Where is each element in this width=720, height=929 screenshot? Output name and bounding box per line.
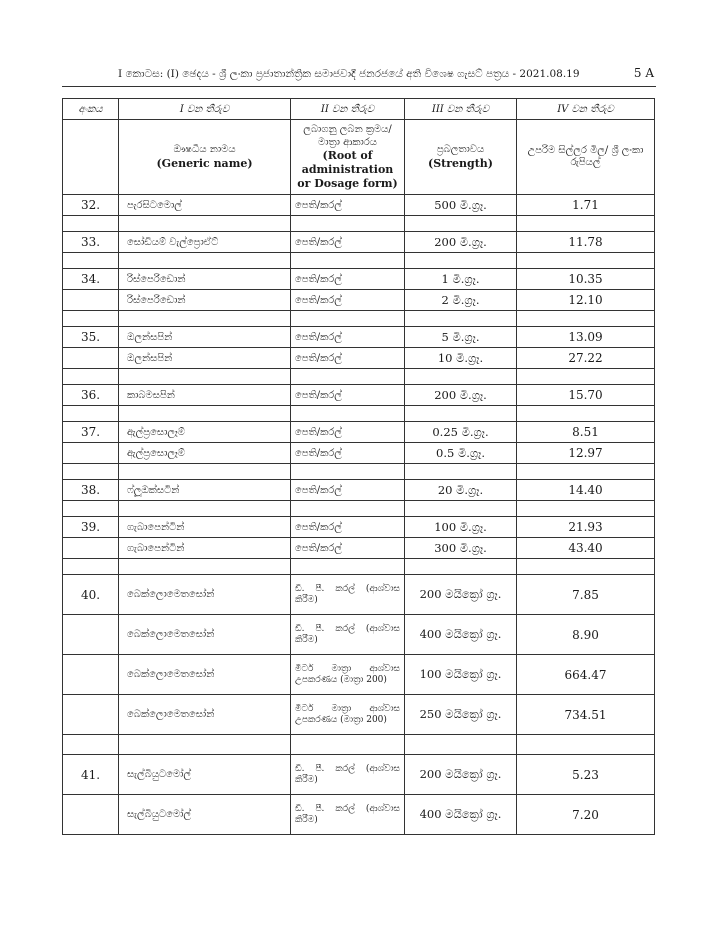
item-number: 34. bbox=[63, 269, 119, 290]
strength: 1 මි.ග්‍රෑ. bbox=[405, 269, 517, 290]
item-number: 33. bbox=[63, 232, 119, 253]
strength: 0.5 මි.ග්‍රෑ. bbox=[405, 443, 517, 464]
item-number bbox=[63, 615, 119, 655]
spacer-cell bbox=[405, 311, 517, 327]
spacer-cell bbox=[405, 216, 517, 232]
spacer-row bbox=[63, 559, 655, 575]
table-row bbox=[63, 348, 655, 369]
generic-name: ගැබාපෙන්ටින් bbox=[119, 538, 291, 559]
table-row bbox=[63, 575, 655, 615]
max-retail-price: 8.51 bbox=[517, 422, 655, 443]
col-4-header: IV වන තීරුව bbox=[517, 99, 655, 120]
strength: 200 මි.ග්‍රෑ. bbox=[405, 232, 517, 253]
spacer-row bbox=[63, 369, 655, 385]
strength-si: ප්‍රබලතාවය bbox=[436, 144, 485, 155]
table-row bbox=[63, 695, 655, 735]
table-row bbox=[63, 480, 655, 501]
spacer-cell bbox=[63, 369, 119, 385]
spacer-cell bbox=[405, 369, 517, 385]
strength: 200 මයික්‍රෝ ග්‍රෑ. bbox=[405, 575, 517, 615]
spacer-cell bbox=[63, 406, 119, 422]
spacer-cell bbox=[291, 406, 405, 422]
table-row bbox=[63, 290, 655, 311]
spacer-cell bbox=[63, 559, 119, 575]
dosage-form: පෙති/කරල් bbox=[291, 232, 405, 253]
table-row bbox=[63, 443, 655, 464]
spacer-cell bbox=[517, 369, 655, 385]
table-row bbox=[63, 795, 655, 835]
strength: 250 මයික්‍රෝ ග්‍රෑ. bbox=[405, 695, 517, 735]
item-number: 41. bbox=[63, 755, 119, 795]
gazette-title: I කොටස: (I) ඡෙදය - ශ්‍රී ලංකා ප්‍රජාතාන්ත්‍රික සමාජවාදී ජනරජයේ අති විශෙෂ ගැසට් පත්‍රය - 2021.08.19 bbox=[118, 68, 580, 80]
spacer-cell bbox=[119, 369, 291, 385]
spacer-cell bbox=[63, 311, 119, 327]
spacer-cell bbox=[291, 735, 405, 755]
spacer-cell bbox=[405, 253, 517, 269]
spacer-cell bbox=[119, 559, 291, 575]
table-row bbox=[63, 655, 655, 695]
spacer-cell bbox=[517, 253, 655, 269]
spacer-cell bbox=[517, 464, 655, 480]
dosage-form: පෙති/කරල් bbox=[291, 480, 405, 501]
spacer-cell bbox=[517, 311, 655, 327]
item-number bbox=[63, 290, 119, 311]
spacer-row bbox=[63, 464, 655, 480]
header-rule bbox=[62, 86, 656, 87]
generic-name: රිස්පෙරිඩොන් bbox=[119, 290, 291, 311]
table-row bbox=[63, 517, 655, 538]
item-number bbox=[63, 655, 119, 695]
sub-header-row bbox=[63, 120, 655, 195]
item-number: 39. bbox=[63, 517, 119, 538]
dosage-form: පෙති/කරල් bbox=[291, 422, 405, 443]
max-retail-price: 14.40 bbox=[517, 480, 655, 501]
item-number: 36. bbox=[63, 385, 119, 406]
col-2-header: II වන තීරුව bbox=[291, 99, 405, 120]
drug-price-table bbox=[62, 98, 655, 835]
table-row bbox=[63, 422, 655, 443]
max-retail-price: 7.20 bbox=[517, 795, 655, 835]
generic-name: ඇල්ප්‍රසොලෑම් bbox=[119, 422, 291, 443]
col-3-header: III වන තීරුව bbox=[405, 99, 517, 120]
item-number bbox=[63, 348, 119, 369]
dosage-form: ඩී. පී. කරල් (ආශ්වාස කිරීම) bbox=[291, 795, 405, 835]
max-retail-price: 1.71 bbox=[517, 195, 655, 216]
generic-name: සැල්බියුටමෝල් bbox=[119, 755, 291, 795]
dosage-form-si: ලබාගනු ලබන ක්‍රමය/ මාත්‍රා ආකාරය bbox=[303, 124, 392, 148]
strength: 5 මි.ග්‍රෑ. bbox=[405, 327, 517, 348]
strength: 2 මි.ග්‍රෑ. bbox=[405, 290, 517, 311]
max-retail-price: 21.93 bbox=[517, 517, 655, 538]
spacer-cell bbox=[517, 501, 655, 517]
spacer-cell bbox=[119, 735, 291, 755]
strength: 400 මයික්‍රෝ ග්‍රෑ. bbox=[405, 615, 517, 655]
spacer-row bbox=[63, 311, 655, 327]
item-number bbox=[63, 538, 119, 559]
generic-name-header bbox=[119, 120, 291, 195]
strength: 100 මයික්‍රෝ ග්‍රෑ. bbox=[405, 655, 517, 695]
table-row bbox=[63, 615, 655, 655]
dosage-form: පෙති/කරල් bbox=[291, 538, 405, 559]
strength: 500 මි.ග්‍රෑ. bbox=[405, 195, 517, 216]
table-row bbox=[63, 538, 655, 559]
generic-name: බෙක්ලොමෙතසෝන් bbox=[119, 575, 291, 615]
strength: 300 මි.ග්‍රෑ. bbox=[405, 538, 517, 559]
spacer-cell bbox=[119, 406, 291, 422]
generic-name-en: (Generic name) bbox=[156, 156, 253, 170]
max-retail-price: 15.70 bbox=[517, 385, 655, 406]
generic-name: බෙක්ලොමෙතසෝන් bbox=[119, 615, 291, 655]
item-number: 40. bbox=[63, 575, 119, 615]
spacer-cell bbox=[405, 406, 517, 422]
generic-name: බෙක්ලොමෙතසෝන් bbox=[119, 695, 291, 735]
max-retail-price: 664.47 bbox=[517, 655, 655, 695]
spacer-cell bbox=[119, 216, 291, 232]
spacer-cell bbox=[63, 253, 119, 269]
max-retail-price: 27.22 bbox=[517, 348, 655, 369]
spacer-cell bbox=[291, 369, 405, 385]
generic-name: කාබමසපින් bbox=[119, 385, 291, 406]
table-row bbox=[63, 327, 655, 348]
spacer-cell bbox=[517, 735, 655, 755]
spacer-cell bbox=[405, 735, 517, 755]
generic-name: ගැබාපෙන්ටින් bbox=[119, 517, 291, 538]
max-retail-price: 43.40 bbox=[517, 538, 655, 559]
strength: 100 මි.ග්‍රෑ. bbox=[405, 517, 517, 538]
spacer-cell bbox=[63, 216, 119, 232]
item-number bbox=[63, 695, 119, 735]
strength-en: (Strength) bbox=[428, 156, 493, 170]
generic-name: සෝඩියම් වැල්ප්‍රොඒට් bbox=[119, 232, 291, 253]
spacer-cell bbox=[517, 406, 655, 422]
page-header bbox=[62, 66, 654, 84]
strength: 10 මි.ග්‍රෑ. bbox=[405, 348, 517, 369]
max-retail-price: 13.09 bbox=[517, 327, 655, 348]
strength-header bbox=[405, 120, 517, 195]
strength: 200 මයික්‍රෝ ග්‍රෑ. bbox=[405, 755, 517, 795]
generic-name: බෙක්ලොමෙතසෝන් bbox=[119, 655, 291, 695]
strength: 0.25 මි.ග්‍රෑ. bbox=[405, 422, 517, 443]
max-retail-price: 7.85 bbox=[517, 575, 655, 615]
dosage-form: පෙති/කරල් bbox=[291, 327, 405, 348]
page-number: 5 A bbox=[633, 66, 654, 80]
spacer-cell bbox=[119, 311, 291, 327]
spacer-row bbox=[63, 406, 655, 422]
item-number bbox=[63, 795, 119, 835]
table-row bbox=[63, 195, 655, 216]
spacer-row bbox=[63, 216, 655, 232]
generic-name-si: ඖෂධීය නාමය bbox=[173, 144, 236, 155]
dosage-form: ඩී. පී. කරල් (ආශ්වාස කිරීම) bbox=[291, 575, 405, 615]
generic-name: ඔලන්සපින් bbox=[119, 348, 291, 369]
item-number: 35. bbox=[63, 327, 119, 348]
dosage-form-en: (Root of administration or Dosage form) bbox=[297, 149, 398, 190]
dosage-form: පෙති/කරල් bbox=[291, 517, 405, 538]
spacer-cell bbox=[63, 735, 119, 755]
spacer-cell bbox=[517, 559, 655, 575]
column-header-row bbox=[63, 99, 655, 120]
dosage-form: පෙති/කරල් bbox=[291, 443, 405, 464]
spacer-cell bbox=[291, 253, 405, 269]
dosage-form: පෙති/කරල් bbox=[291, 290, 405, 311]
dosage-form: පෙති/කරල් bbox=[291, 269, 405, 290]
spacer-cell bbox=[291, 464, 405, 480]
spacer-cell bbox=[291, 559, 405, 575]
table-row bbox=[63, 385, 655, 406]
spacer-cell bbox=[405, 464, 517, 480]
spacer-row bbox=[63, 501, 655, 517]
spacer-cell bbox=[291, 311, 405, 327]
table-row bbox=[63, 232, 655, 253]
spacer-cell bbox=[405, 559, 517, 575]
spacer-cell bbox=[291, 216, 405, 232]
generic-name: පැරසිටමොල් bbox=[119, 195, 291, 216]
col-number-header: අංකය bbox=[63, 99, 119, 120]
spacer-cell bbox=[63, 501, 119, 517]
max-retail-price: 12.10 bbox=[517, 290, 655, 311]
generic-name: ඇල්ප්‍රසොලෑම් bbox=[119, 443, 291, 464]
dosage-form: ඩී. පී. කරල් (ආශ්වාස කිරීම) bbox=[291, 755, 405, 795]
generic-name: ෆ්ලූඔක්සටින් bbox=[119, 480, 291, 501]
spacer-cell bbox=[63, 464, 119, 480]
dosage-form: ඩී. පී. කරල් (ආශ්වාස කිරීම) bbox=[291, 615, 405, 655]
max-retail-price: 12.97 bbox=[517, 443, 655, 464]
generic-name: රිස්පෙරිඩොන් bbox=[119, 269, 291, 290]
spacer-cell bbox=[119, 253, 291, 269]
price-si: උපරිම සිල්ලර මිල/ ශ්‍රී ලංකා රුපියල් bbox=[527, 144, 644, 169]
strength: 400 මයික්‍රෝ ග්‍රෑ. bbox=[405, 795, 517, 835]
dosage-form: පෙති/කරල් bbox=[291, 348, 405, 369]
item-number bbox=[63, 443, 119, 464]
max-retail-price: 8.90 bbox=[517, 615, 655, 655]
spacer-cell bbox=[291, 501, 405, 517]
col-1-header: I වන තීරුව bbox=[119, 99, 291, 120]
spacer-cell bbox=[119, 464, 291, 480]
max-retail-price: 734.51 bbox=[517, 695, 655, 735]
item-number: 37. bbox=[63, 422, 119, 443]
dosage-form: මීටර් මාත්‍රා ආශ්වාස උපකරණය (මාත්‍රා 200) bbox=[291, 695, 405, 735]
spacer-row bbox=[63, 253, 655, 269]
price-header bbox=[517, 120, 655, 195]
spacer-row bbox=[63, 735, 655, 755]
spacer-cell bbox=[119, 501, 291, 517]
dosage-form: පෙති/කරල් bbox=[291, 385, 405, 406]
item-number: 38. bbox=[63, 480, 119, 501]
dosage-form: පෙති/කරල් bbox=[291, 195, 405, 216]
strength: 20 මි.ග්‍රෑ. bbox=[405, 480, 517, 501]
table-row bbox=[63, 755, 655, 795]
max-retail-price: 11.78 bbox=[517, 232, 655, 253]
generic-name: සැල්බියුටමෝල් bbox=[119, 795, 291, 835]
max-retail-price: 10.35 bbox=[517, 269, 655, 290]
table-row bbox=[63, 269, 655, 290]
spacer-cell bbox=[405, 501, 517, 517]
sub-header-empty bbox=[63, 120, 119, 195]
dosage-form: මීටර් මාත්‍රා ආශ්වාස උපකරණය (මාත්‍රා 200) bbox=[291, 655, 405, 695]
dosage-form-header bbox=[291, 120, 405, 195]
item-number: 32. bbox=[63, 195, 119, 216]
generic-name: ඔලන්සපින් bbox=[119, 327, 291, 348]
max-retail-price: 5.23 bbox=[517, 755, 655, 795]
strength: 200 මි.ග්‍රෑ. bbox=[405, 385, 517, 406]
spacer-cell bbox=[517, 216, 655, 232]
